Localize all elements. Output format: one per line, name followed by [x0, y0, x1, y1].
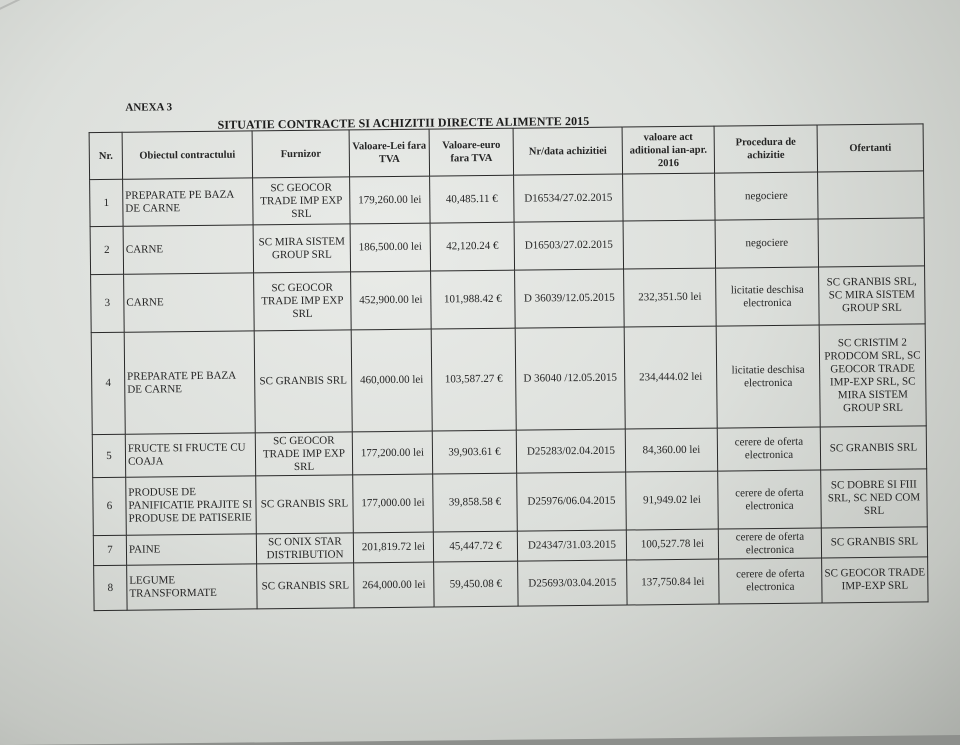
header-nr-data: Nr/data achizitiei — [513, 127, 622, 175]
cell-procedura: cerere de oferta electronica — [718, 528, 821, 559]
cell-procedura: cerere de oferta electronica — [718, 470, 822, 529]
cell-procedura: cerere de oferta electronica — [719, 558, 822, 604]
cell-furnizor: SC GEOCOR TRADE IMP EXP SRL — [254, 272, 352, 331]
cell-act-aditional: 91,949.02 lei — [626, 471, 719, 530]
cell-ofertanti — [818, 218, 924, 267]
table-row — [93, 469, 928, 536]
cell-ofertanti: SC GEOCOR TRADE IMP-EXP SRL — [822, 557, 928, 603]
cell-obiect: LEGUME TRANSFORMATE — [127, 564, 257, 610]
cell-nr: 6 — [93, 477, 127, 535]
cell-valoare-lei: 179,260.00 lei — [350, 176, 430, 224]
cell-obiect: CARNE — [124, 273, 255, 332]
cell-valoare-lei: 452,900.00 lei — [351, 271, 432, 330]
cell-valoare-euro: 101,988.42 € — [431, 270, 516, 329]
cell-procedura: negociere — [715, 172, 818, 220]
cell-obiect: PRODUSE DE PANIFICATIE PRAJITE SI PRODUSE DE PATISERIE — [126, 476, 257, 535]
cell-furnizor: SC GEOCOR TRADE IMP EXP SRL — [253, 177, 350, 225]
cell-procedura: licitatie deschisa electronica — [716, 267, 820, 326]
cell-procedura: negociere — [715, 219, 818, 268]
cell-obiect: PREPARATE PE BAZA DE CARNE — [124, 331, 255, 434]
cell-nr-data: D24347/31.03.2015 — [517, 530, 626, 561]
cell-obiect: PREPARATE PE BAZA DE CARNE — [123, 178, 253, 226]
cell-nr: 7 — [93, 535, 126, 565]
cell-act-aditional: 137,750.84 lei — [627, 559, 719, 605]
cell-furnizor: SC GRANBIS SRL — [256, 475, 354, 534]
cell-nr-data: D 36040 /12.05.2015 — [515, 327, 625, 430]
cell-obiect: CARNE — [123, 225, 253, 274]
header-nr: Nr. — [89, 132, 122, 179]
cell-valoare-lei: 186,500.00 lei — [350, 223, 430, 272]
cell-nr: 8 — [94, 565, 127, 610]
cell-furnizor: SC MIRA SISTEM GROUP SRL — [253, 224, 350, 273]
header-act-aditional: valoare act aditional ian-apr. 2016 — [622, 126, 714, 174]
cell-nr: 5 — [92, 434, 125, 477]
cell-valoare-euro: 42,120.24 € — [430, 222, 514, 271]
header-ofertanti: Ofertanti — [817, 124, 923, 172]
cell-valoare-euro: 39,858.58 € — [433, 473, 518, 532]
contracts-table — [89, 123, 929, 611]
cell-valoare-euro: 59,450.08 € — [434, 561, 518, 607]
paper-mark — [0, 0, 25, 15]
cell-nr: 4 — [91, 332, 125, 434]
cell-ofertanti: SC GRANBIS SRL — [820, 426, 926, 470]
cell-act-aditional: 100,527.78 lei — [626, 529, 718, 560]
cell-valoare-lei: 177,000.00 lei — [353, 474, 434, 533]
header-valoare-lei: Valoare-Lei fara TVA — [349, 129, 429, 177]
document-title: SITUATIE CONTRACTE SI ACHIZITII DIRECTE ALIMENTE 2015 — [217, 113, 590, 132]
cell-nr-data: D25693/03.04.2015 — [518, 560, 627, 606]
cell-act-aditional: 232,351.50 lei — [624, 268, 717, 327]
cell-procedura: licitatie deschisa electronica — [716, 325, 820, 428]
header-obiect: Obiectul contractului — [122, 131, 252, 179]
cell-nr-data: D16534/27.02.2015 — [514, 174, 623, 222]
table-row — [91, 266, 926, 333]
header-procedura: Procedura de achizitie — [714, 125, 817, 173]
header-valoare-euro: Valoare-euro fara TVA — [429, 128, 513, 176]
cell-nr: 1 — [90, 179, 123, 226]
table-row — [94, 557, 928, 611]
cell-furnizor: SC GRANBIS SRL — [254, 330, 352, 433]
cell-obiect: FRUCTE SI FRUCTE CU COAJA — [125, 433, 255, 477]
annex-label: ANEXA 3 — [125, 101, 173, 114]
cell-ofertanti: SC CRISTIM 2 PRODCOM SRL, SC GEOCOR TRADE IMP-EXP SRL, SC MIRA SISTEM GROUP SRL — [819, 324, 926, 427]
cell-valoare-lei: 177,200.00 lei — [352, 431, 432, 475]
cell-nr: 2 — [90, 226, 124, 274]
cell-ofertanti: SC DOBRE SI FIII SRL, SC NED COM SRL — [821, 469, 928, 528]
cell-furnizor: SC GRANBIS SRL — [257, 563, 354, 609]
cell-nr-data: D25283/02.04.2015 — [516, 429, 625, 473]
table-row — [91, 324, 926, 435]
cell-act-aditional — [623, 173, 715, 221]
cell-valoare-lei: 264,000.00 lei — [354, 562, 434, 608]
cell-nr-data: D 36039/12.05.2015 — [515, 269, 625, 328]
cell-act-aditional — [623, 220, 715, 269]
cell-valoare-lei: 460,000.00 lei — [351, 329, 432, 432]
cell-nr-data: D25976/06.04.2015 — [517, 472, 627, 531]
cell-ofertanti: SC GRANBIS SRL — [821, 527, 927, 558]
cell-ofertanti — [818, 171, 924, 219]
cell-furnizor: SC ONIX STAR DISTRIBUTION — [256, 533, 353, 564]
table-row — [90, 218, 924, 275]
header-furnizor: Furnizor — [252, 130, 349, 178]
cell-furnizor: SC GEOCOR TRADE IMP EXP SRL — [255, 432, 352, 476]
cell-act-aditional: 84,360.00 lei — [625, 428, 717, 472]
cell-valoare-euro: 40,485.11 € — [430, 175, 514, 223]
cell-nr-data: D16503/27.02.2015 — [514, 221, 623, 270]
cell-procedura: cerere de oferta electronica — [717, 427, 820, 471]
cell-obiect: PAINE — [126, 534, 256, 565]
cell-valoare-euro: 39,903.61 € — [432, 430, 516, 474]
cell-valoare-lei: 201,819.72 lei — [353, 532, 433, 563]
cell-valoare-euro: 45,447.72 € — [433, 531, 517, 562]
cell-nr: 3 — [91, 274, 125, 332]
cell-act-aditional: 234,444.02 lei — [624, 326, 717, 429]
cell-ofertanti: SC GRANBIS SRL, SC MIRA SISTEM GROUP SRL — [819, 266, 926, 325]
cell-valoare-euro: 103,587.27 € — [431, 328, 516, 431]
